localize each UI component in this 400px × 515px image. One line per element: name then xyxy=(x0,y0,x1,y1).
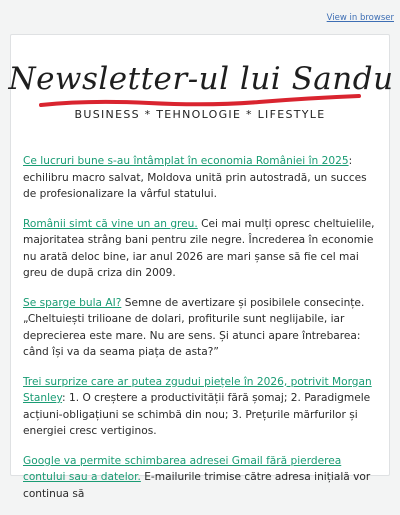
article-link[interactable]: Se sparge bula AI? xyxy=(23,296,122,309)
article-link[interactable]: Românii simt că vine un an greu. xyxy=(23,217,198,230)
article-item xyxy=(23,295,379,361)
logo-red-underline xyxy=(41,96,359,105)
article-link[interactable]: Trei surprize care ar putea zgudui piețele în 2026, potrivit Morgan Stanley xyxy=(23,375,372,404)
article-link[interactable]: Ce lucruri bune s-au întâmplat în economia României în 2025 xyxy=(23,155,349,167)
top-bar xyxy=(0,0,400,34)
article-item xyxy=(23,374,379,440)
article-list xyxy=(23,153,379,515)
newsletter-card xyxy=(8,34,394,500)
article-text: Semne de avertizare și posibilele consecințe. „Cheltuiești trilioane de dolari, profiturile sunt neglijabile, iar deprecierea este mare. Nu are sens. Și atunci apare întrebarea: când își va da seama piața de asta?” xyxy=(23,296,365,358)
article-text: : 1. O creștere a productivității fără șomaj; 2. Paradigmele acțiuni-obligațiuni se schimbă din nou; 3. Prețurile mărfurilor și energiei cresc vertiginos. xyxy=(23,392,371,437)
article-item xyxy=(23,153,379,203)
logo-script-text: Newsletter-ul lui Sandu xyxy=(8,61,394,97)
view-in-browser-link[interactable]: View in browser xyxy=(326,13,394,23)
article-text: E-mailurile trimise către adresa inițială vor continua să xyxy=(23,471,371,500)
article-item xyxy=(23,453,379,503)
article-link[interactable]: Google va permite schimbarea adresei Gmail fără pierderea contului sau a datelor. xyxy=(23,454,342,483)
tagline: BUSINESS * TEHNOLOGIE * LIFESTYLE xyxy=(74,108,326,121)
article-text: Cei mai mulți opresc cheltuielile, majoritatea strâng bani pentru zile negre. Încrederea în economie nu arată deloc bine, iar anul 2026 are mari șanse să fie cel mai greu de după criza din 2009. xyxy=(23,217,375,279)
article-text: : echilibru macro salvat, Moldova unită prin autostradă, un succes de profesionalizare la vârful statului. xyxy=(23,155,367,200)
article-item xyxy=(23,216,379,282)
